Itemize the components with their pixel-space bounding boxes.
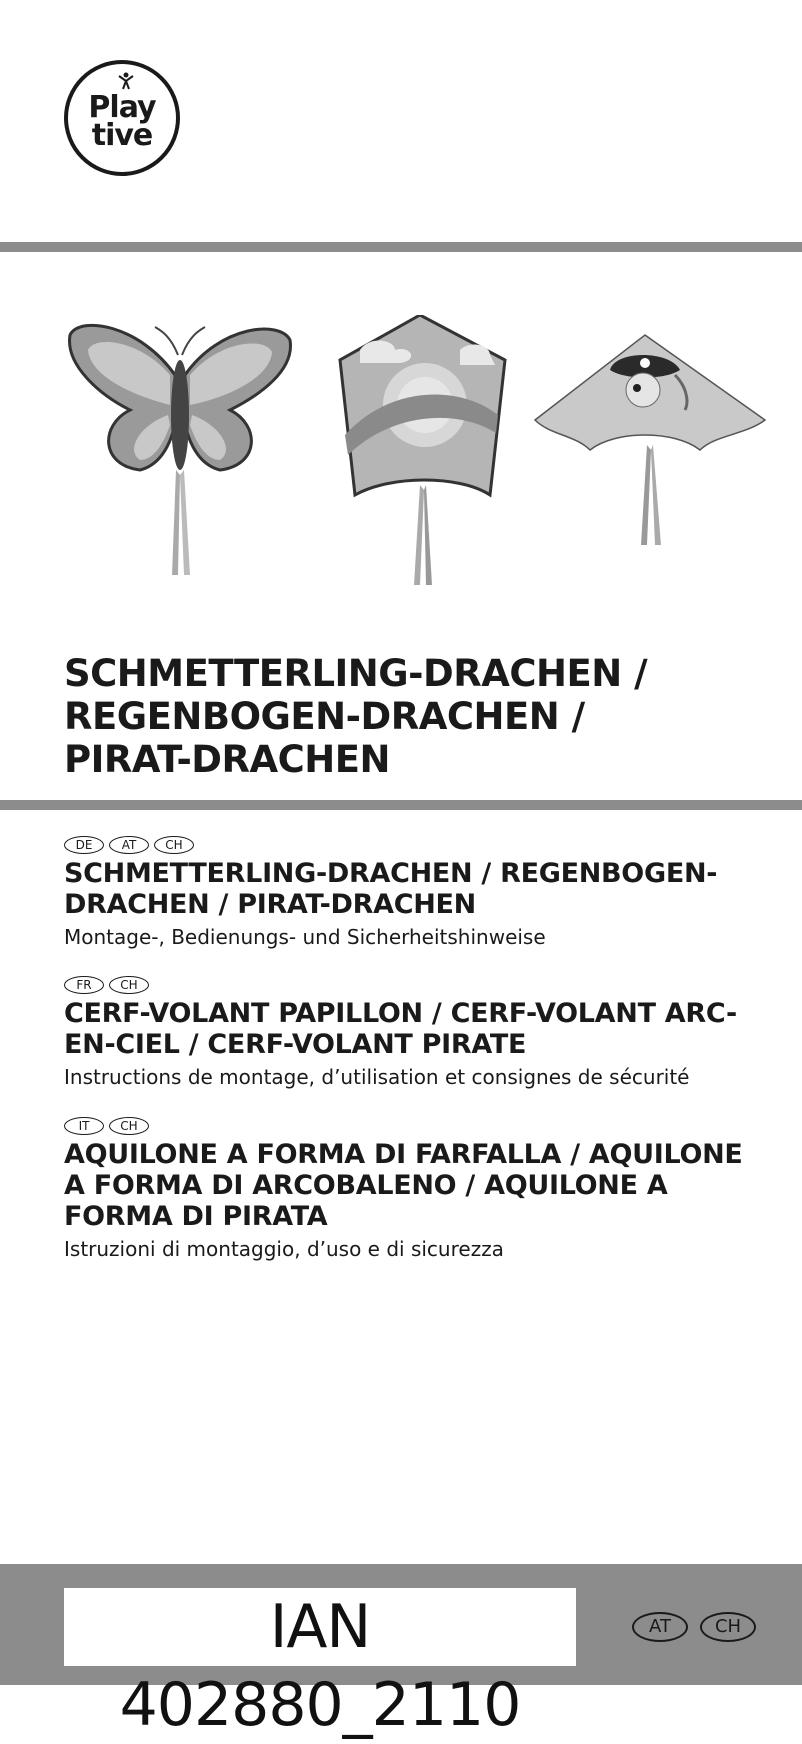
- play-tive-logo: [64, 60, 180, 176]
- top-divider: [0, 242, 802, 252]
- country-badges: [64, 1117, 764, 1137]
- main-title-line: PIRAT-DRACHEN: [64, 738, 390, 781]
- section-title-line: EN-CIEL / CERF-VOLANT PIRATE: [64, 1029, 527, 1060]
- rainbow-kite: [340, 315, 505, 585]
- country-badge: CH: [109, 976, 149, 994]
- section-subtitle: Istruzioni di montaggio, d’uso e di sicurezza: [64, 1237, 504, 1261]
- section-subtitle: Instructions de montage, d’utilisation et consignes de sécurité: [64, 1065, 690, 1089]
- logo-text-play: Play: [88, 90, 156, 125]
- country-badge: CH: [109, 1117, 149, 1135]
- ian-number: IAN 402880_2110: [64, 1588, 576, 1666]
- logo-text-tive: tive: [91, 118, 153, 153]
- country-badges: [64, 836, 764, 856]
- section-title-line: SCHMETTERLING-DRACHEN / REGENBOGEN-: [64, 858, 718, 889]
- pirate-kite: [535, 335, 765, 545]
- country-badge: AT: [632, 1612, 688, 1642]
- butterfly-kite: [70, 325, 291, 575]
- section-title: [64, 1139, 764, 1232]
- country-badge: AT: [109, 836, 149, 854]
- country-badge: CH: [154, 836, 194, 854]
- section-title-line: FORMA DI PIRATA: [64, 1201, 328, 1232]
- country-badges: [64, 976, 764, 996]
- language-section-it: [64, 1117, 764, 1262]
- jumping-figure-icon: [118, 72, 134, 90]
- section-title: [64, 858, 764, 920]
- main-title-line: REGENBOGEN-DRACHEN /: [64, 695, 585, 738]
- language-section-fr: [64, 976, 764, 1090]
- country-badge: CH: [700, 1612, 756, 1642]
- section-subtitle: Montage-, Bedienungs- und Sicherheitshinweise: [64, 925, 546, 949]
- main-title-line: SCHMETTERLING-DRACHEN /: [64, 652, 648, 695]
- section-title-line: DRACHEN / PIRAT-DRACHEN: [64, 889, 476, 920]
- country-badge: FR: [64, 976, 104, 994]
- section-title-line: AQUILONE A FORMA DI FARFALLA / AQUILONE: [64, 1139, 743, 1170]
- section-title-line: CERF-VOLANT PAPILLON / CERF-VOLANT ARC-: [64, 998, 737, 1029]
- section-title-line: A FORMA DI ARCOBALENO / AQUILONE A: [64, 1170, 668, 1201]
- middle-divider: [0, 800, 802, 810]
- section-title: [64, 998, 764, 1060]
- footer-country-badges: [632, 1612, 756, 1642]
- country-badge: IT: [64, 1117, 104, 1135]
- footer-bar: [0, 1564, 802, 1740]
- language-section-de: [64, 836, 764, 950]
- main-title: [64, 652, 764, 781]
- kites-illustration: [60, 315, 770, 595]
- country-badge: DE: [64, 836, 104, 854]
